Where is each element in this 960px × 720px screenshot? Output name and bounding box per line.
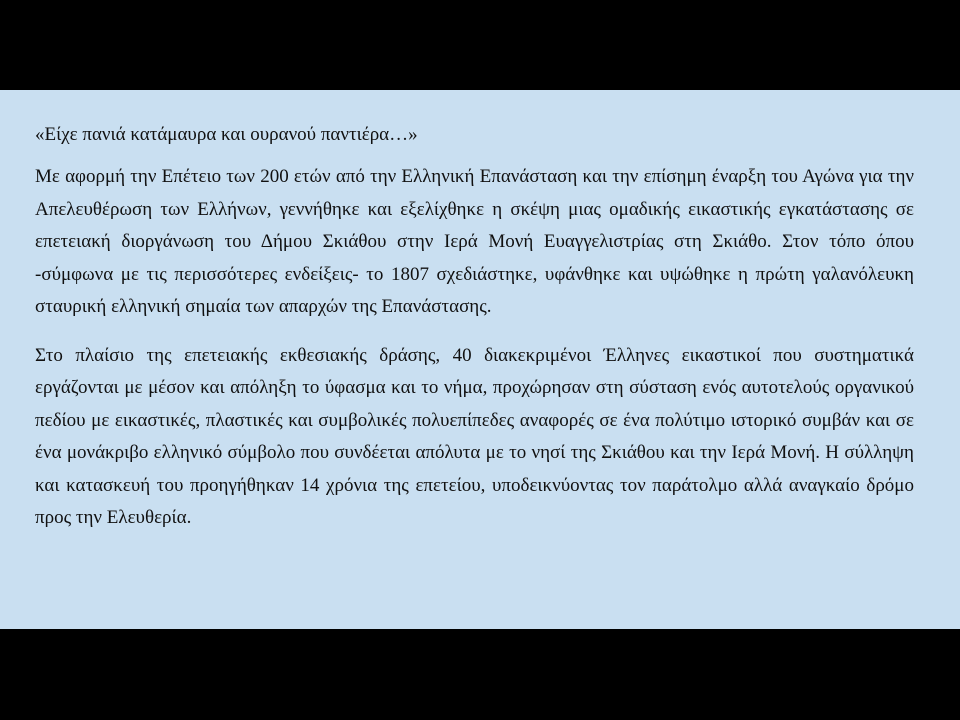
text-panel	[0, 90, 960, 629]
quote-heading: «Είχε πανιά κατάμαυρα και ουρανού παντιέρα…»	[35, 124, 418, 145]
paragraph-1: Με αφορμή την Επέτειο των 200 ετών από την Ελληνική Επανάσταση και την επίσημη έναρξη του Αγώνα για την Απελευθέρωση των Ελλήνων, γεννήθηκε και εξελίχθηκε η σκέψη μιας ομαδικής εικαστικής εγκατάστασης σε επετειακή διοργάνωση του Δήμου Σκιάθου στην Ιερά Μονή Ευαγγελιστρίας στη Σκιάθο. Στον τόπο όπου -σύμφωνα με τις περισσότερες ενδείξεις- το 1807 σχεδιάστηκε, υφάνθηκε και υψώθηκε η πρώτη γαλανόλευκη σταυρική ελληνική σημαία των απαρχών της Επανάστασης.	[35, 166, 914, 317]
paragraph-2: Στο πλαίσιο της επετειακής εκθεσιακής δράσης, 40 διακεκριμένοι Έλληνες εικαστικοί που συστηματικά εργάζονται με μέσον και απόληξη το ύφασμα και το νήμα, προχώρησαν στη σύσταση ενός αυτοτελούς οργανικού πεδίου με εικαστικές, πλαστικές και συμβολικές πολυεπίπεδες αναφορές σε ένα πολύτιμο ιστορικό συμβάν και σε ένα μονάκριβο ελληνικό σύμβολο που συνδέεται απόλυτα με το νησί της Σκιάθου και την Ιερά Μονή. Η σύλληψη και κατασκευή του προηγήθηκαν 14 χρόνια της επετείου, υποδεικνύοντας τον παράτολμο αλλά αναγκαίο δρόμο προς την Ελευθερία.	[35, 344, 914, 528]
